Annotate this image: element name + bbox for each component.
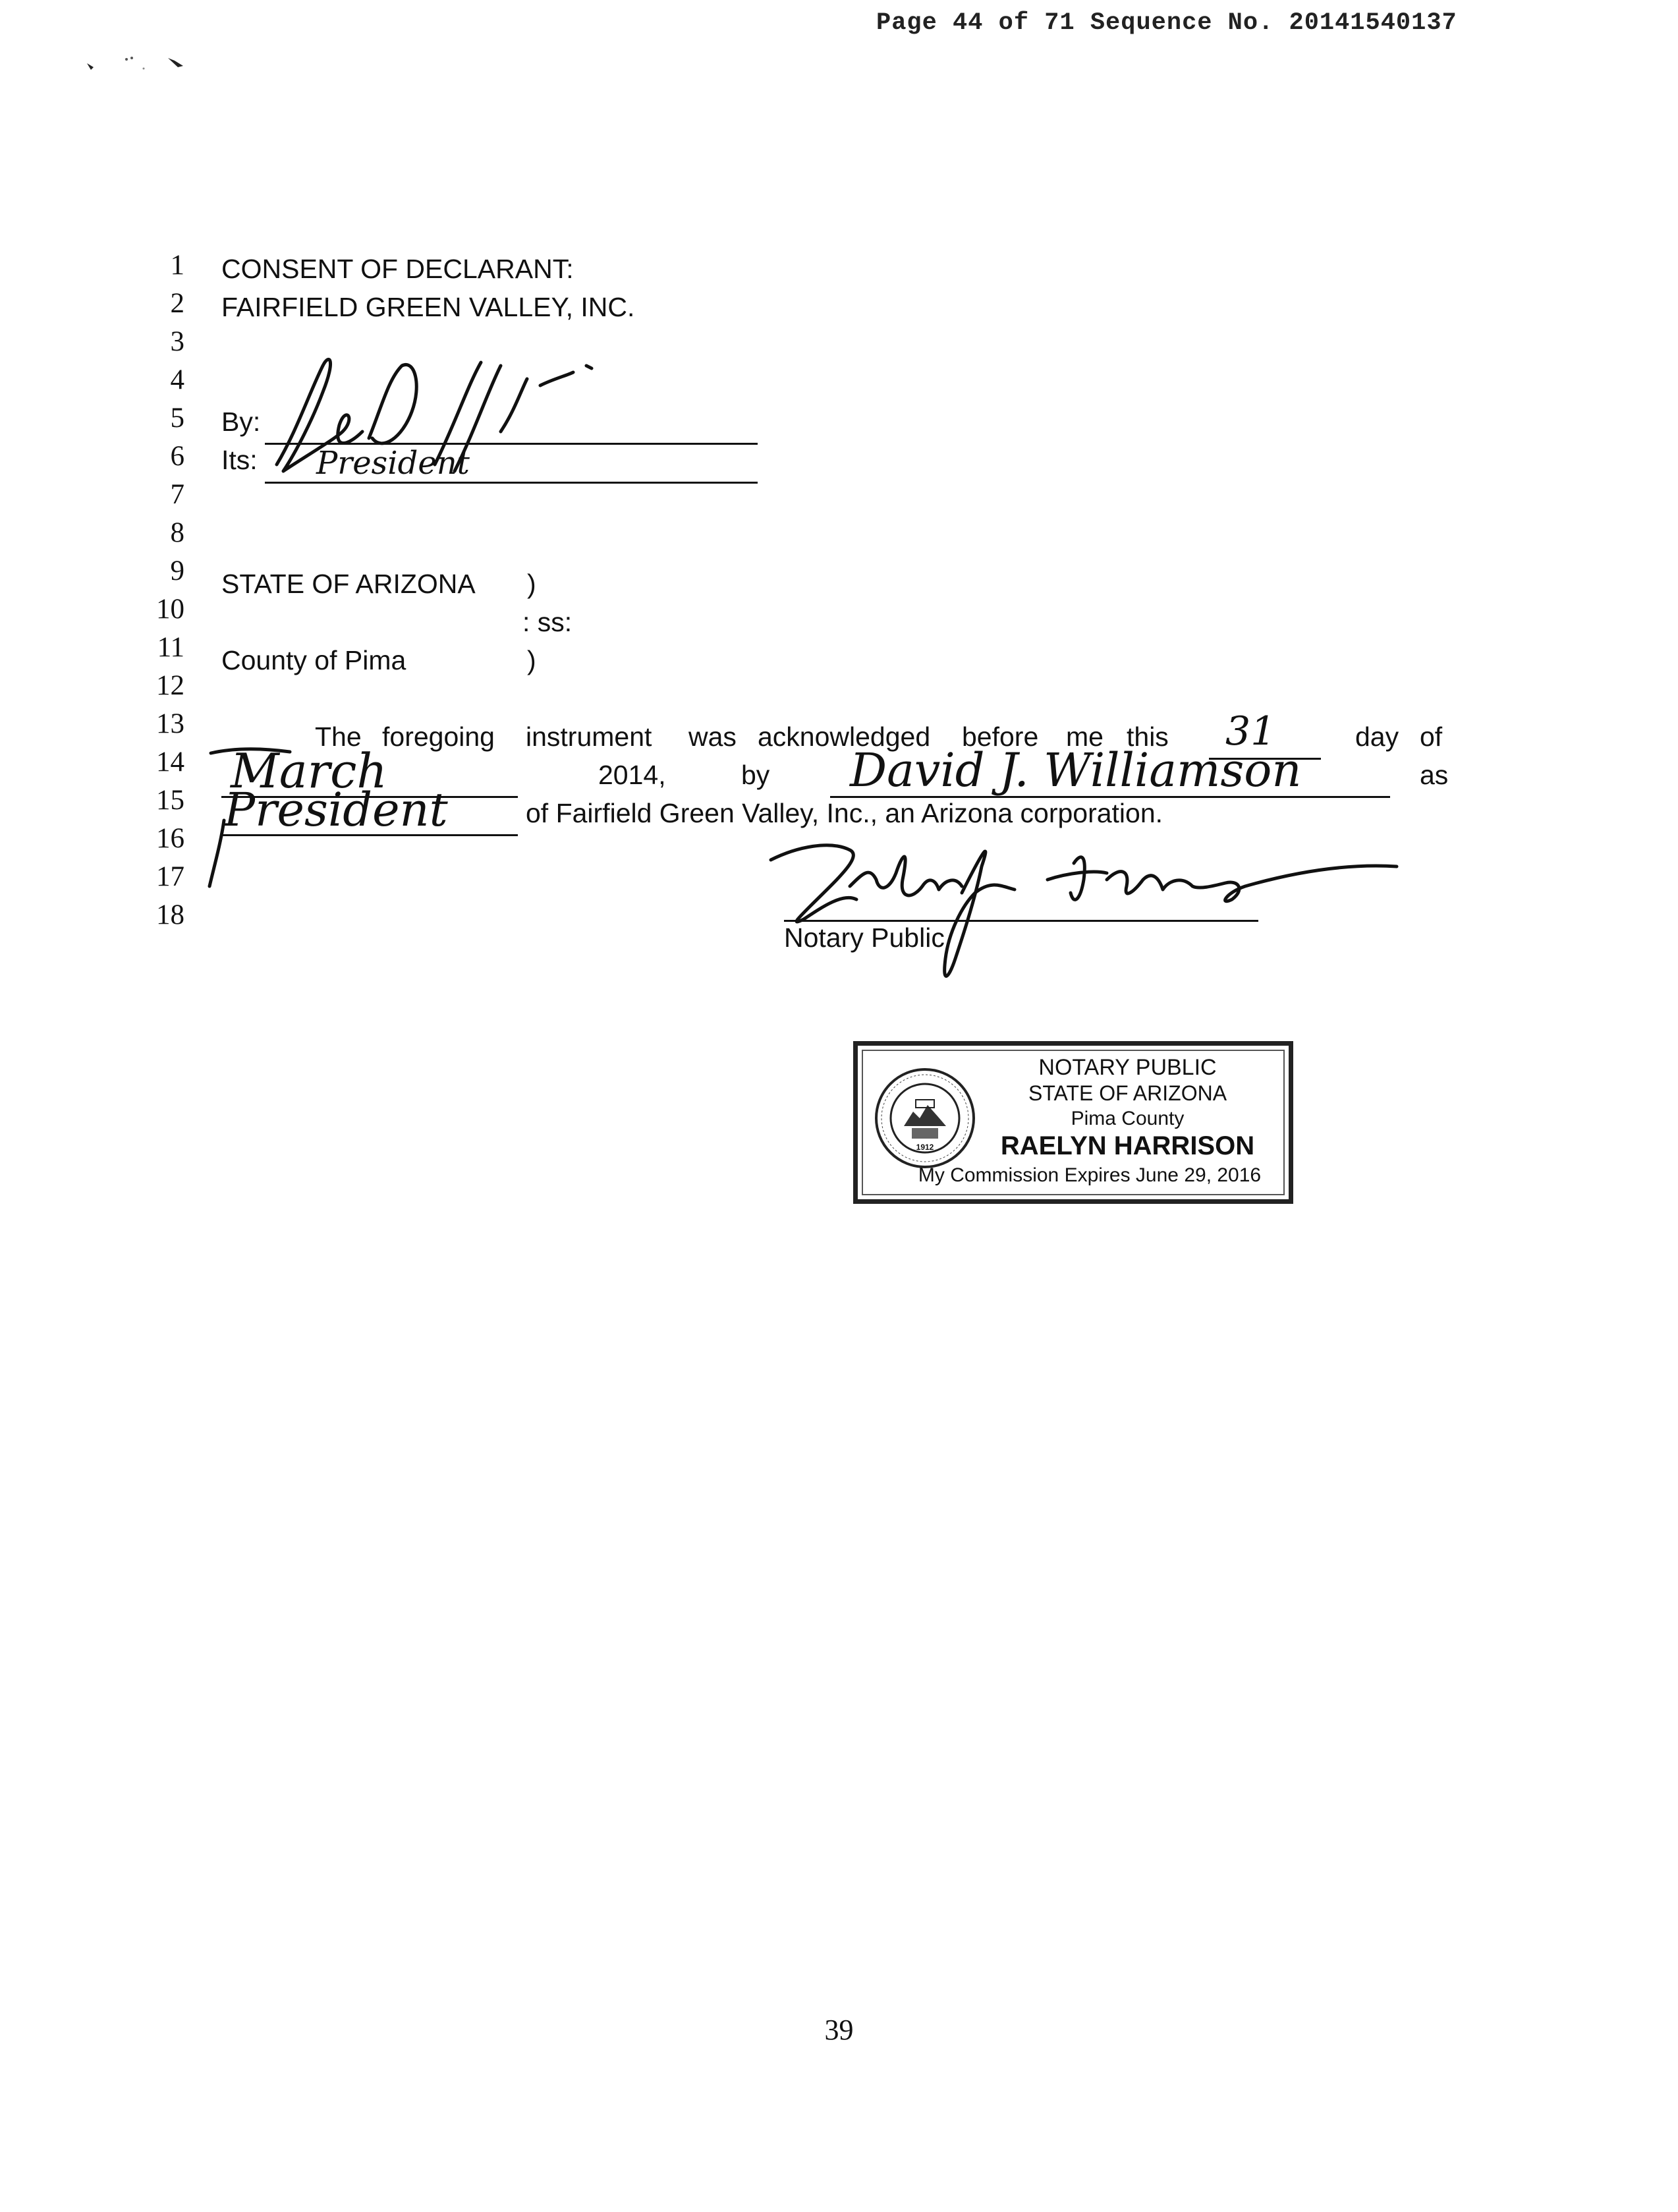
- line-number: 9: [170, 555, 184, 586]
- of-word: of: [1420, 722, 1443, 752]
- notary-signature-line: [784, 920, 1258, 922]
- day-word: day: [1355, 722, 1399, 752]
- by-word: by: [741, 760, 770, 790]
- page-sequence-header: Page 44 of 71 Sequence No. 20141540137: [876, 9, 1457, 37]
- day-handwritten: 31: [1225, 708, 1276, 754]
- line-number: 14: [156, 747, 184, 778]
- line-number: 13: [156, 708, 184, 739]
- line-number: 16: [156, 823, 184, 854]
- its-title-handwritten: President: [316, 445, 470, 482]
- company-name: FAIRFIELD GREEN VALLEY, INC.: [221, 292, 635, 322]
- venue-ss: : ss:: [522, 607, 573, 637]
- ack-word: acknowledged: [758, 722, 931, 752]
- line-number: 17: [156, 861, 184, 892]
- line-number: 7: [170, 479, 184, 510]
- line-number: 10: [156, 594, 184, 625]
- notary-public-label: Notary Public: [784, 922, 945, 953]
- venue-paren-open: ): [527, 569, 536, 599]
- declarant-signature: [257, 339, 600, 504]
- stamp-title: NOTARY PUBLIC: [1038, 1055, 1217, 1080]
- seal-year: 1912: [916, 1143, 934, 1152]
- ack-word: foregoing: [382, 722, 495, 752]
- stamp-state: STATE OF ARIZONA: [1028, 1081, 1227, 1105]
- ack-word: before: [962, 722, 1039, 752]
- ack-word: instrument: [526, 722, 652, 752]
- stamp-expiration: My Commission Expires June 29, 2016: [918, 1164, 1262, 1186]
- scan-specks: [79, 51, 211, 98]
- line-number: 4: [170, 364, 184, 395]
- line-number: 12: [156, 670, 184, 701]
- line-number: 1: [170, 250, 184, 281]
- stamp-notary-name: RAELYN HARRISON: [1000, 1131, 1255, 1160]
- handwritten-stroke: [204, 817, 231, 890]
- line-number: 3: [170, 326, 184, 357]
- venue-paren-close: ): [527, 645, 536, 675]
- venue-state: STATE OF ARIZONA: [221, 569, 476, 599]
- title-handwritten: President: [224, 783, 448, 837]
- entity-text: of Fairfield Green Valley, Inc., an Arizona corporation.: [526, 798, 1163, 828]
- great-seal-arizona-icon: [872, 1065, 978, 1171]
- as-word: as: [1420, 760, 1449, 790]
- notary-stamp: [853, 1041, 1293, 1204]
- month-handwritten: March: [231, 743, 387, 799]
- by-label: By:: [221, 407, 261, 437]
- ack-word: was: [688, 722, 737, 752]
- line-number: 5: [170, 403, 184, 434]
- page-number: 39: [824, 2014, 854, 2046]
- ack-word: me: [1066, 722, 1104, 752]
- stamp-county: Pima County: [1071, 1108, 1185, 1129]
- signer-handwritten: David J. Williamson: [850, 743, 1302, 797]
- line-number: 2: [170, 288, 184, 319]
- venue-county: County of Pima: [221, 645, 406, 675]
- year-text: 2014,: [598, 760, 666, 790]
- line-number: 15: [156, 785, 184, 816]
- line-number: 6: [170, 441, 184, 472]
- its-label: Its:: [221, 445, 258, 475]
- notary-signature: [764, 827, 1410, 992]
- ack-word: The: [315, 722, 362, 752]
- line-number: 18: [156, 899, 184, 930]
- ack-word: this: [1127, 722, 1169, 752]
- line-number: 11: [157, 632, 184, 663]
- line-number: 8: [170, 517, 184, 548]
- consent-title: CONSENT OF DECLARANT:: [221, 254, 574, 284]
